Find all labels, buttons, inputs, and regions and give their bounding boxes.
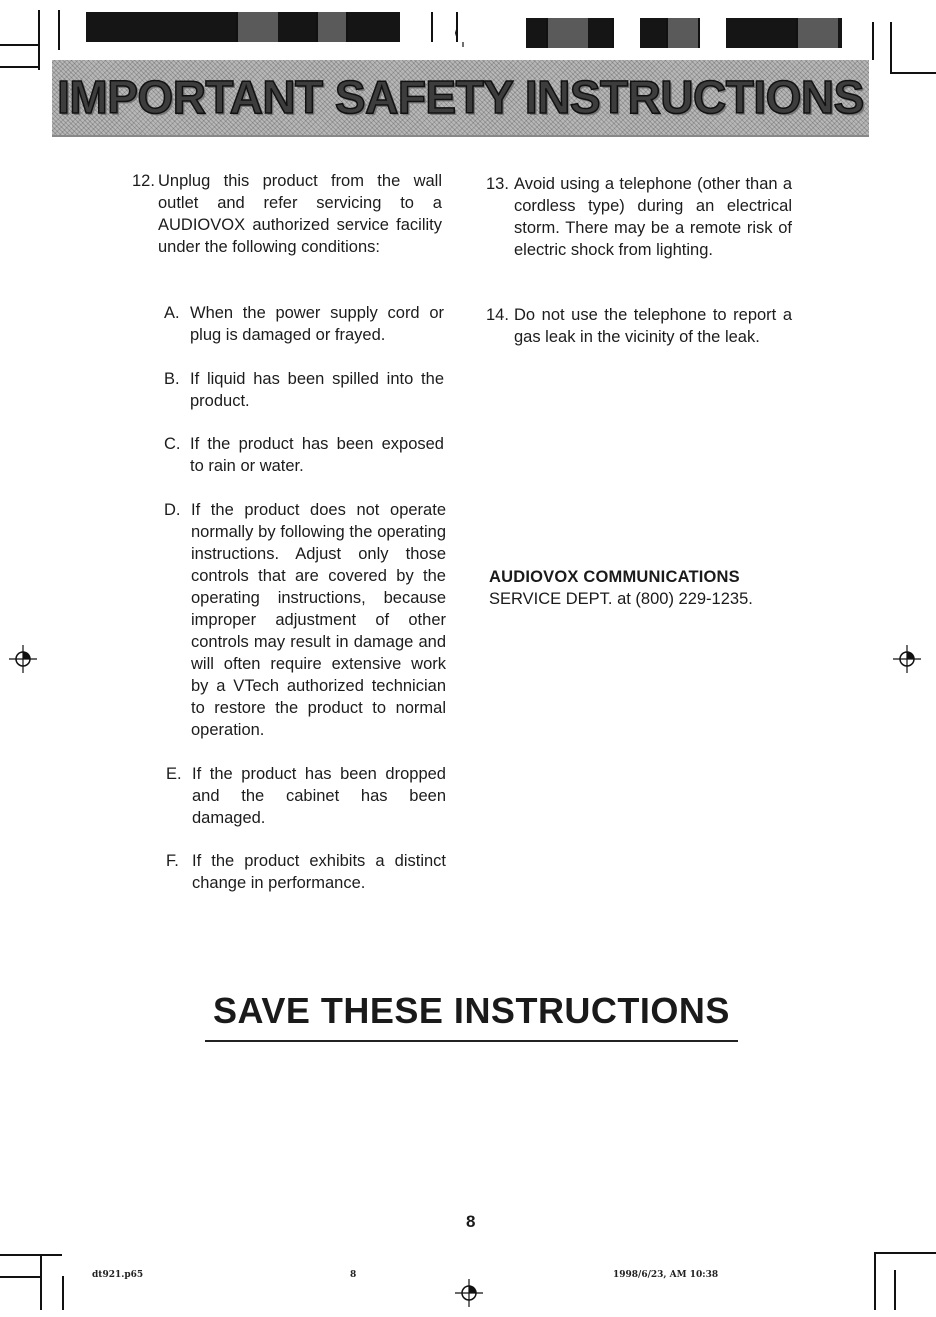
instruction-14 <box>486 304 792 348</box>
crop-mark-top-left-h2 <box>0 66 40 68</box>
color-bar-right <box>526 18 842 48</box>
crop-mark-bottom-left-v2 <box>62 1276 64 1310</box>
condition-letter: C. <box>164 435 181 453</box>
instruction-13 <box>486 173 792 261</box>
condition-text: If liquid has been spilled into the product. <box>190 370 444 410</box>
condition-letter: B. <box>164 370 180 388</box>
footer-timestamp: 1998/6/23, AM 10:38 <box>613 1270 719 1280</box>
header-banner <box>52 60 869 137</box>
condition-text: If the product has been dropped and the cabinet has been damaged. <box>192 765 446 827</box>
instruction-text: Unplug this product from the wall outlet and refer servicing to a AUDIOVOX authorized service facility under the following conditions: <box>158 172 442 256</box>
heading-underline <box>205 1040 738 1042</box>
crop-mark-bottom-left-h2 <box>0 1276 40 1278</box>
crop-mark-bottom-left-h <box>0 1254 62 1256</box>
crop-mark-bottom-left-v <box>40 1254 42 1310</box>
contact-block <box>489 566 819 610</box>
crop-mark-bottom-right-h <box>874 1252 936 1254</box>
page-title: IMPORTANT SAFETY INSTRUCTIONS <box>57 71 864 123</box>
condition-text: If the product does not operate normally by following the operating instructions. Adjust only those controls that are covered by the operating instructions, because improper adjustment of other controls may result in damage and will often require extensive work by a VTech authorized technician to restore the product to normal operation. <box>191 501 446 739</box>
color-bar-left <box>86 12 400 42</box>
crop-mark-top-right-h <box>890 72 936 74</box>
instruction-number: 14. <box>486 306 509 324</box>
condition-text: If the product exhibits a distinct change in performance. <box>192 852 446 892</box>
condition-letter: E. <box>166 765 182 783</box>
condition-b <box>164 368 444 412</box>
instruction-text: Avoid using a telephone (other than a cordless type) during an electrical storm. There may be a remote risk of electric shock from lighting. <box>514 175 792 259</box>
condition-text: If the product has been exposed to rain or water. <box>190 435 444 475</box>
instruction-number: 13. <box>486 175 509 193</box>
instruction-12 <box>132 170 442 258</box>
crop-mark-top-right-v <box>872 22 874 60</box>
registration-mark-bottom-icon <box>452 1276 486 1310</box>
condition-f <box>166 850 446 894</box>
contact-company: AUDIOVOX COMMUNICATIONS <box>489 568 740 586</box>
crop-mark-top-left-v <box>38 10 40 70</box>
page-number: 8 <box>466 1212 476 1231</box>
crop-mark-bottom-right-v <box>874 1252 876 1310</box>
condition-letter: D. <box>164 501 181 519</box>
condition-d <box>164 499 446 741</box>
condition-letter: F. <box>166 852 179 870</box>
save-instructions-heading: SAVE THESE INSTRUCTIONS <box>213 990 730 1031</box>
registration-mark-left-icon <box>6 642 40 676</box>
instruction-text: Do not use the telephone to report a gas leak in the vicinity of the leak. <box>514 306 792 346</box>
crop-mark-top-left-h <box>0 44 40 46</box>
crop-mark-bottom-right-v2 <box>894 1270 896 1310</box>
footer-filename: dt921.p65 <box>92 1270 144 1280</box>
registration-mark-right-icon <box>890 642 924 676</box>
condition-c <box>164 433 444 477</box>
crop-mark-top-right-v2 <box>890 22 892 74</box>
condition-e <box>166 763 446 829</box>
contact-service-line: SERVICE DEPT. at (800) 229-1235. <box>489 590 753 608</box>
crop-mark-top-left-v2 <box>58 10 60 50</box>
condition-letter: A. <box>164 304 180 322</box>
instruction-number: 12. <box>132 172 155 190</box>
footer-page: 8 <box>350 1270 357 1280</box>
condition-a <box>164 302 444 346</box>
condition-text: When the power supply cord or plug is damaged or frayed. <box>190 304 444 344</box>
